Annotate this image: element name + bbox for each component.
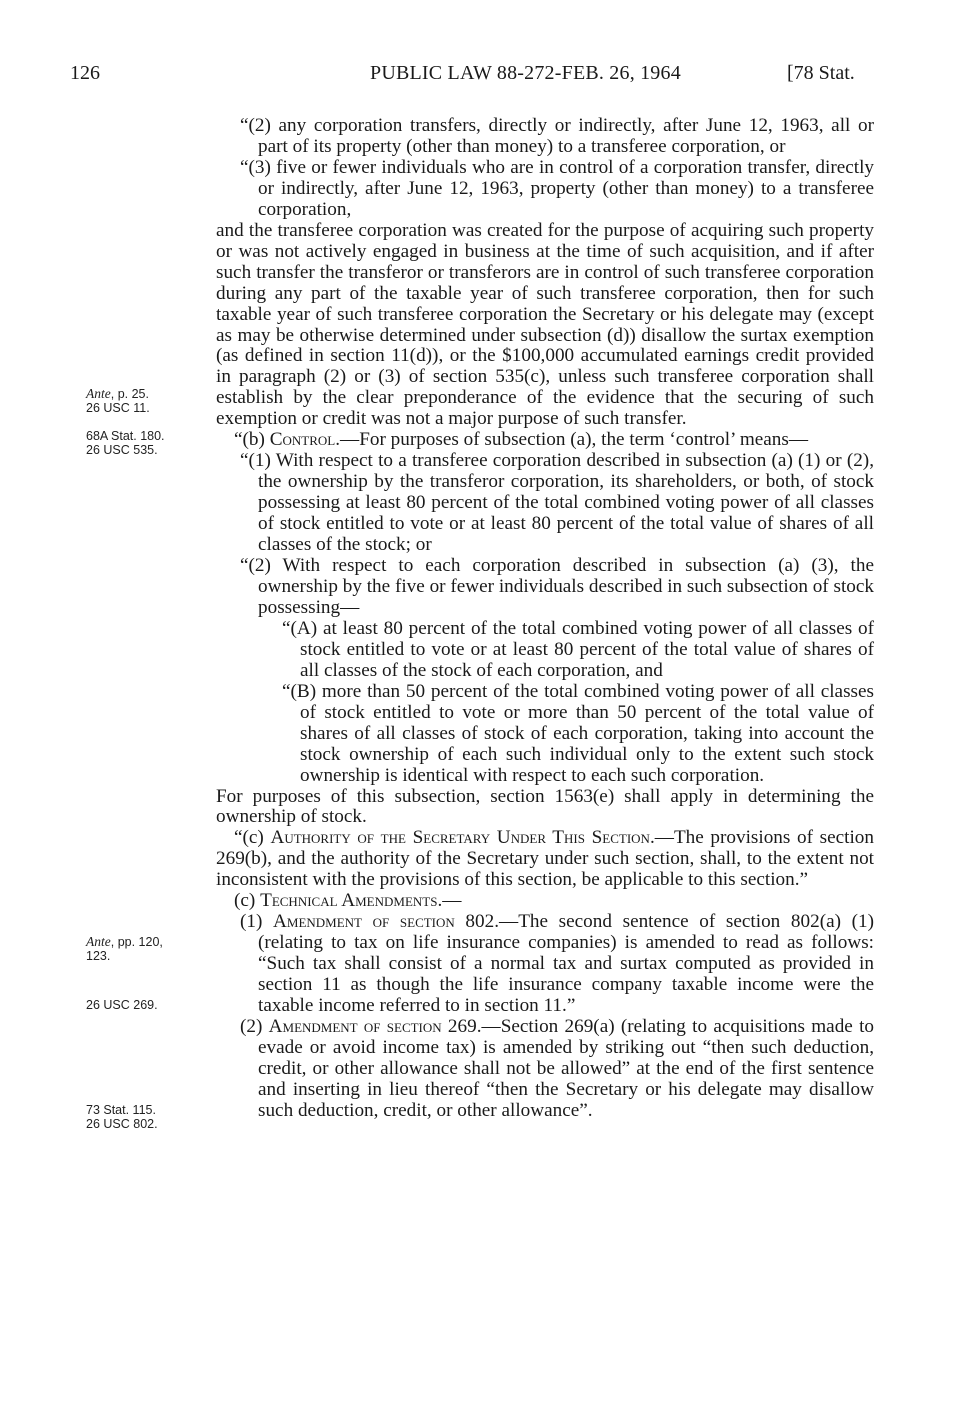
paragraph-a3: “(3) five or fewer individuals who are in control of a corporation transfer, directly or indirectly, after June 12, 1963, property (other than money) to a transferee corporation, — [240, 156, 874, 220]
margin-note-stat-115: 73 Stat. 115. — [86, 1103, 156, 1117]
margin-note-ante-italic: Ante — [86, 386, 111, 401]
margin-note-usc-535: 26 USC 535. — [86, 443, 158, 457]
margin-note-ante-italic: Ante — [86, 934, 111, 949]
paragraph-b2: “(2) With respect to each corporation described in subsection (a) (3), the ownership by the five or fewer individuals described in such subsection of stock possessing— — [240, 555, 874, 618]
paragraph-amendment-269 — [216, 1017, 874, 1122]
margin-note-73-stat — [86, 1103, 206, 1131]
page-number: 126 — [70, 62, 100, 84]
paragraph-c-authority — [216, 828, 874, 891]
amendment-269-heading: Amendment of section 269. — [268, 1015, 482, 1037]
paragraph-b2a: “(A) at least 80 percent of the total combined voting power of all classes of stock entitled to vote or at least 80 percent of the total value of shares of all classes of the stock of each corporation, and — [282, 617, 874, 681]
paragraph-amendment-802 — [216, 912, 874, 1017]
paragraph-b-control — [216, 430, 874, 451]
margin-note-ante-page: , p. 25. — [110, 387, 149, 401]
margin-note-usc-269-text: 26 USC 269. — [86, 998, 158, 1012]
body-text — [216, 116, 874, 1122]
margin-note-68a-stat — [86, 429, 206, 457]
running-title: PUBLIC LAW 88-272-FEB. 26, 1964 — [370, 62, 681, 84]
paragraph-technical-amendments — [216, 891, 874, 912]
amendment-802-prefix: (1) — [240, 911, 274, 933]
section-c-prefix: “(c) — [234, 827, 271, 849]
section-b-prefix: “(b) — [234, 429, 270, 451]
statute-reference-text: [78 Stat. — [787, 62, 855, 84]
margin-note-stat-180: 68A Stat. 180. — [86, 429, 165, 443]
section-c-heading: Authority of the Secretary Under This Section. — [270, 827, 655, 849]
margin-note-usc-269 — [86, 998, 206, 1012]
amendment-802-heading: Amendment of section 802. — [273, 911, 500, 933]
statute-reference — [787, 62, 855, 85]
section-b-heading: Control. — [269, 429, 340, 451]
margin-note-ante-120 — [86, 935, 206, 963]
technical-prefix: (c) — [234, 890, 261, 912]
margin-note-ante-pages: , pp. 120, — [110, 935, 163, 949]
paragraph-b1: “(1) With respect to a transferee corporation described in subsection (a) (1) or (2), the ownership by the transferor corporation, its shareholders, or both, of stock possessing at least 80 percent of the total combined voting power of all classes of stock entitled to vote or at least 80 percent of the total value of shares of all classes of the stock; or — [240, 450, 874, 556]
margin-note-ante-25 — [86, 387, 206, 415]
technical-heading: Technical Amendments. — [260, 890, 443, 912]
section-c-text: —The provisions of section 269(b), and the authority of the Secretary under such section, shall, to the extent not inconsistent with the provisions of this section, be applicable to this section.” — [216, 827, 874, 891]
margin-note-usc-11: 26 USC 11. — [86, 401, 150, 415]
technical-dash: — — [442, 890, 462, 912]
paragraph-a-continuation: and the transferee corporation was created for the purpose of acquiring such property or was not actively engaged in business at the time of such acquisition, and if after such transfer the transferor or transferors are in control of such transferee corporation during any part of the taxable year of such transferee corporation, then for such taxable year of such transferee corporation the Secretary or his delegate may (except as may be otherwise determined under subsection (d)) disallow the surtax exemption (as defined in section 11(d)), or the $100,000 accumulated earnings credit provided in paragraph (2) or (3) of section 535(c), unless such transferee corporation shall establish by the clear preponderance of the evidence that the securing of such exemption or credit was not a major purpose of such transfer. — [216, 219, 874, 430]
amendment-269-text: —Section 269(a) (relating to acquisitions made to evade or avoid income tax) is amended by striking out “then such deduction, credit, or other allowance shall not be allowed” at the end of the first sentence and inserting in lieu thereof “then the Secretary or his delegate may disallow such deduction, credit, or other allowance”. — [258, 1015, 875, 1121]
margin-note-ante-page-123: 123. — [86, 949, 111, 963]
paragraph-b-continuation: For purposes of this subsection, section 1563(e) shall apply in determining the ownership of stock. — [216, 785, 874, 828]
running-header — [0, 62, 954, 92]
paragraph-a2: “(2) any corporation transfers, directly or indirectly, after June 12, 1963, all or part of its property (other than money) to a transferee corporation, or — [240, 115, 874, 157]
margin-note-usc-802: 26 USC 802. — [86, 1117, 158, 1131]
amendment-269-prefix: (2) — [240, 1015, 269, 1037]
amendment-802-text: —The second sentence of section 802(a) (1) (relating to tax on life insurance companies) is amended to read as follows: “Such tax shall consist of a normal tax and surtax computed as provided in section 11 as though the life insurance company taxable income were the taxable income referred to in section 11.” — [258, 911, 875, 1017]
paragraph-b2b: “(B) more than 50 percent of the total combined voting power of all classes of stock entitled to vote or more than 50 percent of the total value of shares of all classes of stock of each corporation, taking into account the stock ownership of each such individual only to the extent such stock ownership is identical with respect to each such corporation. — [282, 680, 874, 786]
section-b-text: —For purposes of subsection (a), the term ‘control’ means— — [340, 429, 809, 451]
